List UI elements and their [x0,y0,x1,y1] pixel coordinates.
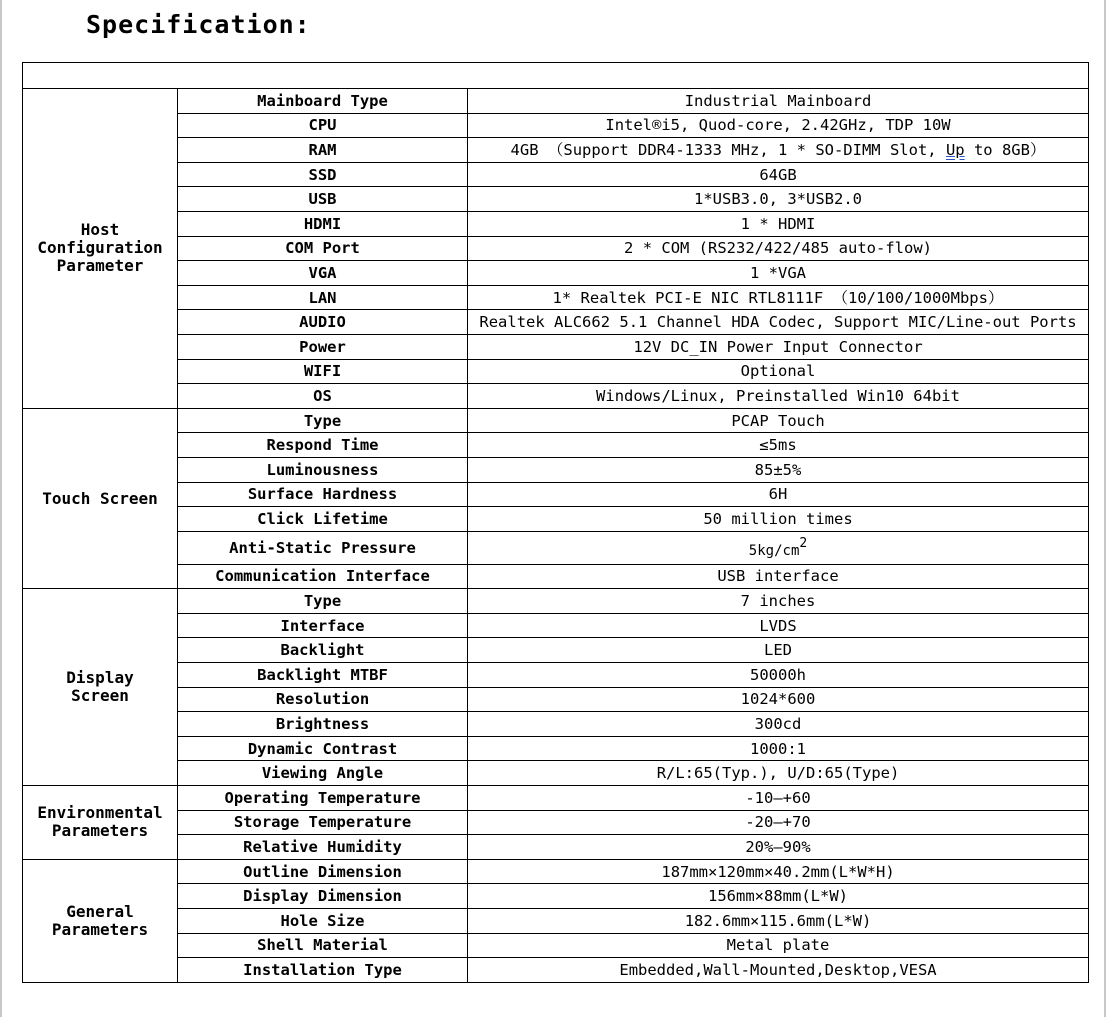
spec-value: Intel®i5, Quod-core, 2.42GHz, TDP 10W [468,113,1089,138]
spec-label: Click Lifetime [178,507,468,532]
spec-value: Metal plate [468,933,1089,958]
table-row [23,531,1089,564]
table-row [23,113,1089,138]
table-row [23,384,1089,409]
spec-label: Respond Time [178,433,468,458]
table-row [23,507,1089,532]
table-row [23,933,1089,958]
spec-label: Backlight MTBF [178,663,468,688]
spec-label: Dynamic Contrast [178,736,468,761]
table-row [23,211,1089,236]
empty-header-cell [23,63,1089,89]
table-row [23,761,1089,786]
table-row [23,359,1089,384]
spec-label: Outline Dimension [178,859,468,884]
grammar-flagged-word[interactable]: Up [945,140,965,159]
spec-label: AUDIO [178,310,468,335]
spec-value: 2 * COM (RS232/422/485 auto-flow) [468,236,1089,261]
spec-value: 1* Realtek PCI-E NIC RTL8111F （10/100/1000Mbps） [468,285,1089,310]
table-row [23,663,1089,688]
table-row [23,457,1089,482]
spec-value: ≤5ms [468,433,1089,458]
spec-label: OS [178,384,468,409]
spec-label: Resolution [178,687,468,712]
spec-label: USB [178,187,468,212]
spec-value: Windows/Linux, Preinstalled Win10 64bit [468,384,1089,409]
spec-value: LVDS [468,613,1089,638]
table-row [23,162,1089,187]
spec-value: 182.6mm×115.6mm(L*W) [468,909,1089,934]
table-row [23,958,1089,983]
spec-value: 12V DC_IN Power Input Connector [468,334,1089,359]
spec-label: RAM [178,138,468,163]
spec-label: Shell Material [178,933,468,958]
spec-label: Installation Type [178,958,468,983]
spec-label: Surface Hardness [178,482,468,507]
table-row [23,810,1089,835]
value-text: to 8GB） [964,140,1046,159]
spec-value: 1 *VGA [468,261,1089,286]
spec-label: Type [178,408,468,433]
category-general-parameters: General Parameters [23,859,178,982]
page-title: Specification: [86,10,311,39]
spec-value: 1*USB3.0, 3*USB2.0 [468,187,1089,212]
spec-value: 50000h [468,663,1089,688]
spec-label: Storage Temperature [178,810,468,835]
spec-label: WIFI [178,359,468,384]
spec-label: COM Port [178,236,468,261]
page-edge-right [1104,0,1106,1017]
spec-label: CPU [178,113,468,138]
spec-label: Backlight [178,638,468,663]
spec-value: 187mm×120mm×40.2mm(L*W*H) [468,859,1089,884]
spec-label: Anti-Static Pressure [178,531,468,564]
spec-label: Brightness [178,712,468,737]
spec-value: USB interface [468,564,1089,589]
table-row [23,408,1089,433]
table-row [23,310,1089,335]
table-row [23,909,1089,934]
spec-label: Type [178,589,468,614]
spec-value: R/L:65(Typ.), U/D:65(Type) [468,761,1089,786]
spec-value: 6H [468,482,1089,507]
spec-value: Industrial Mainboard [468,89,1089,114]
category-environmental-parameters: Environmental Parameters [23,786,178,860]
spec-label: Viewing Angle [178,761,468,786]
spec-label: Interface [178,613,468,638]
spec-value: 64GB [468,162,1089,187]
table-row [23,736,1089,761]
category-touch-screen: Touch Screen [23,408,178,589]
spec-label: Relative Humidity [178,835,468,860]
table-row [23,564,1089,589]
spec-label: LAN [178,285,468,310]
table-row [23,638,1089,663]
spec-label: Communication Interface [178,564,468,589]
page-edge-left [0,0,2,1017]
spec-label: HDMI [178,211,468,236]
spec-value: 1024*600 [468,687,1089,712]
table-row [23,687,1089,712]
table-row [23,285,1089,310]
spec-value [468,531,1089,564]
spec-label: Power [178,334,468,359]
table-row [23,89,1089,114]
table-row [23,138,1089,163]
table-row [23,786,1089,811]
spec-value: Realtek ALC662 5.1 Channel HDA Codec, Support MIC/Line-out Ports [468,310,1089,335]
spec-value: -10—+60 [468,786,1089,811]
table-row [23,613,1089,638]
spec-value: 1000:1 [468,736,1089,761]
table-row [23,712,1089,737]
spec-value: Embedded,Wall-Mounted,Desktop,VESA [468,958,1089,983]
category-display-screen: Display Screen [23,589,178,786]
spec-label: Hole Size [178,909,468,934]
spec-value: -20—+70 [468,810,1089,835]
table-row [23,261,1089,286]
spec-value: 156mm×88mm(L*W) [468,884,1089,909]
spec-label: Operating Temperature [178,786,468,811]
spec-value: 300cd [468,712,1089,737]
table-row [23,884,1089,909]
spec-label: SSD [178,162,468,187]
table-row [23,589,1089,614]
spec-value: 1 * HDMI [468,211,1089,236]
spec-label: VGA [178,261,468,286]
spec-label: Display Dimension [178,884,468,909]
value-text: 5kg/cm [748,543,800,560]
spec-label: Mainboard Type [178,89,468,114]
table-row [23,859,1089,884]
table-row [23,433,1089,458]
spec-value: 50 million times [468,507,1089,532]
value-text: 4GB （Support DDR4-1333 MHz, 1 * SO-DIMM Slot, [510,140,946,159]
spec-value: PCAP Touch [468,408,1089,433]
spec-value: LED [468,638,1089,663]
table-row [23,187,1089,212]
table-header-row [23,63,1089,89]
table-row [23,482,1089,507]
spec-label: Luminousness [178,457,468,482]
table-row [23,334,1089,359]
spec-value: 7 inches [468,589,1089,614]
spec-table [22,62,1089,983]
superscript: 2 [799,536,808,552]
spec-value: Optional [468,359,1089,384]
table-row [23,835,1089,860]
spec-value: 20%—90% [468,835,1089,860]
spec-value [468,138,1089,163]
table-row [23,236,1089,261]
spec-value: 85±5% [468,457,1089,482]
category-host-configuration: Host Configuration Parameter [23,89,178,409]
